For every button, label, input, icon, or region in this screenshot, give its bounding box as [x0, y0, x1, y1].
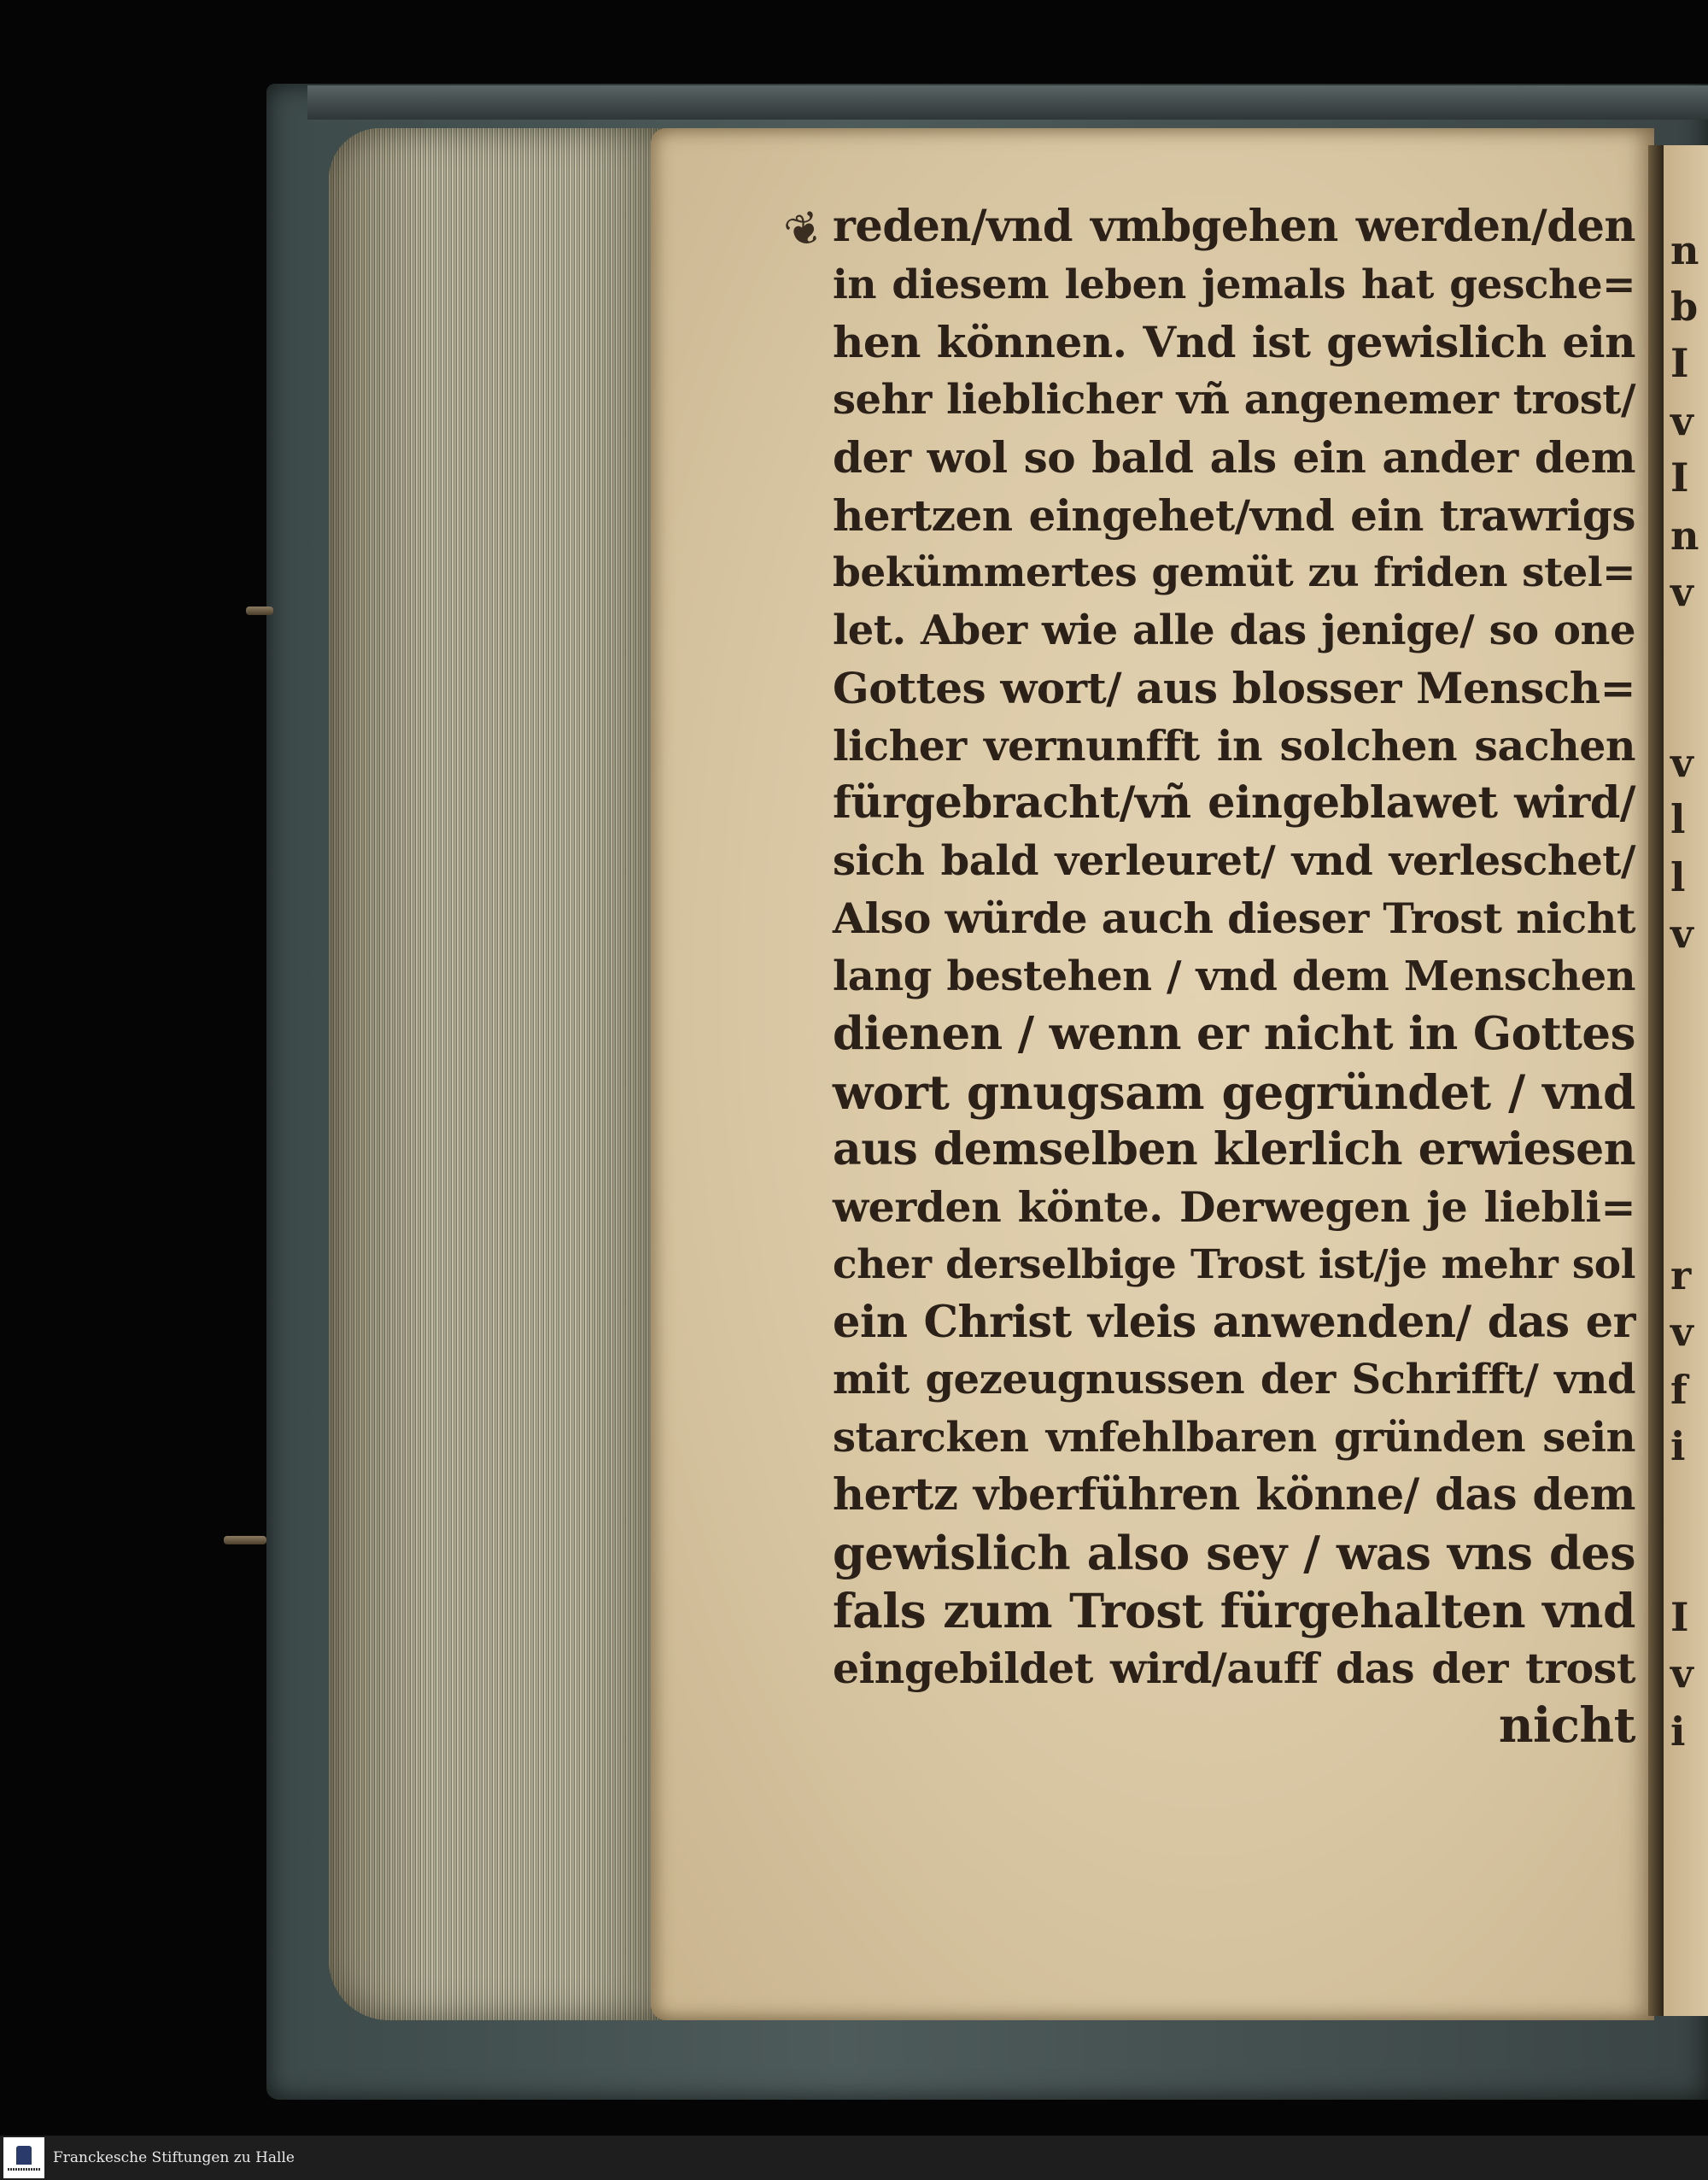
text-line: lang bestehen / vnd dem Menschen [833, 952, 1635, 1000]
text-line: hertz vberführen könne/ das dem [833, 1469, 1635, 1521]
book-gutter [1648, 145, 1664, 2016]
text-line: dienen / wenn er nicht in Gottes [833, 1007, 1635, 1060]
logo-wordmark [8, 2168, 40, 2171]
text-line: Also würde auch dieser Trost nicht [833, 894, 1635, 943]
text-line: bekümmertes gemüt zu friden stel= [833, 549, 1635, 596]
text-line: Gottes wort/ aus blosser Mensch= [833, 663, 1635, 713]
fleuron-ornament: ❦ [778, 200, 831, 261]
text-line: fürgebracht/vñ eingeblawet wird/ [833, 777, 1635, 829]
footer-bar [0, 2136, 1708, 2180]
right-page-sliver: n b I v I n v v l l v r v f i I v i [1664, 145, 1708, 2016]
text-line: der wol so bald als ein ander dem [833, 432, 1635, 483]
clasp-pin-lower [224, 1536, 266, 1544]
text-line: reden/vnd vmbgehen werden/den [833, 201, 1635, 252]
text-line: wort gnugsam gegründet / vnd [833, 1064, 1635, 1120]
orphanage-emblem-icon [16, 2146, 32, 2165]
text-line: cher derselbige Trost ist/je mehr sol [833, 1241, 1635, 1288]
clasp-pin-upper [246, 607, 273, 615]
text-line: starcken vnfehlbaren gründen sein [833, 1413, 1635, 1462]
text-line: werden könte. Derwegen je liebli= [833, 1181, 1635, 1232]
text-line: hertzen eingehet/vnd ein trawrigs [833, 489, 1635, 541]
text-line: sich bald verleuret/ vnd verleschet/ [833, 836, 1635, 885]
text-line: mit gezeugnussen der Schrifft/ vnd [833, 1356, 1635, 1404]
page-text [833, 198, 1635, 1755]
page-block-shading [329, 128, 666, 2020]
text-line: ein Christ vleis anwenden/ das er [833, 1296, 1635, 1348]
catchword: nicht [1498, 1697, 1635, 1754]
text-line: aus demselben klerlich erwiesen [833, 1123, 1635, 1175]
text-line: fals zum Trost fürgehalten vnd [833, 1583, 1635, 1638]
text-line: gewislich also sey / was vns des [833, 1525, 1635, 1580]
text-line: in diesem leben jemals hat gesche= [833, 261, 1635, 308]
text-line: hen können. Vnd ist gewislich ein [833, 317, 1635, 367]
footer-caption: Franckesche Stiftungen zu Halle [53, 2149, 295, 2166]
text-line: sehr lieblicher vñ angenemer trost/ [833, 375, 1635, 424]
cover-top-edge [307, 85, 1708, 120]
institution-logo [3, 2137, 44, 2178]
text-line: licher vernunfft in solchen sachen [833, 720, 1635, 771]
text-line: eingebildet wird/auff das der trost [833, 1643, 1635, 1693]
text-line: let. Aber wie alle das jenige/ so one [833, 606, 1635, 654]
